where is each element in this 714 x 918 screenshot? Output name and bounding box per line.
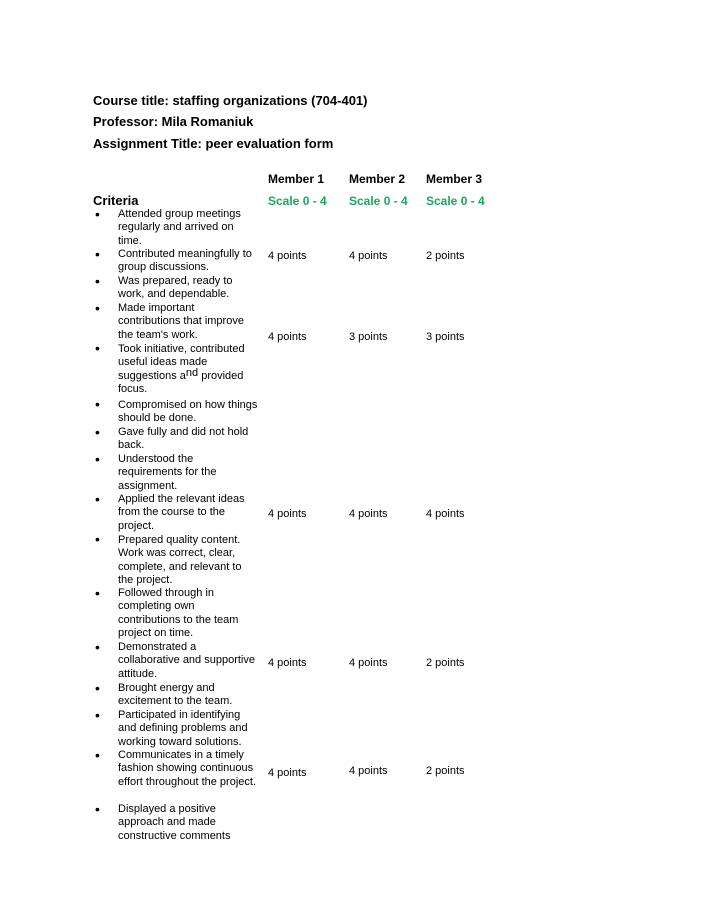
bullet-icon: • [95,451,100,467]
bullet-icon: • [95,340,100,356]
criterion-item [118,343,258,397]
criterion-item: Contributed meaningfully to group discussions. [118,248,252,274]
member-3-score: 2 points [426,250,465,262]
criterion-item: Followed through in completing own contributions to the team project on time. [118,587,239,640]
bullet-icon: • [95,246,100,262]
member-1-score: 4 points [268,331,307,343]
bullet-icon: • [95,491,100,507]
bullet-icon: • [95,707,100,723]
criterion-text-part: provided focus. [118,369,244,396]
criterion-item: Brought energy and excitement to the team. [118,682,233,708]
criterion-item: Communicates in a timely fashion showing continuous effort throughout the project. [118,749,256,788]
member-1-score: 4 points [268,767,307,779]
criterion-item: Prepared quality content. Work was correct, clear, complete, and relevant to the project. [118,534,242,587]
member-3-score: 3 points [426,331,465,343]
member-3-scale: Scale 0 - 4 [426,194,485,208]
bullet-icon: • [95,639,100,655]
criterion-item: Understood the requirements for the assignment. [118,453,217,492]
bullet-icon: • [95,300,100,316]
bullet-icon: • [95,747,100,763]
member-2-score: 4 points [349,657,388,669]
bullet-icon: • [95,531,100,547]
member-2-score: 4 points [349,765,388,777]
member-1-score: 4 points [268,250,307,262]
criterion-item: Was prepared, ready to work, and dependable. [118,275,233,301]
member-2-score: 4 points [349,508,388,520]
member-2-heading: Member 2 [349,172,406,186]
member-1-score: 4 points [268,657,307,669]
course-title: Course title: staffing organizations (704-401) [93,93,368,108]
criterion-item: Made important contributions that improve the team's work. [118,302,244,341]
member-3-score: 4 points [426,508,465,520]
criterion-text-part: Took initiative, contributed useful ideas made suggestions a [118,343,245,382]
bullet-icon: • [95,396,100,412]
assignment-title: Assignment Title: peer evaluation form [93,136,334,151]
bullet-icon: • [95,680,100,696]
criterion-item: Applied the relevant ideas from the course to the project. [118,493,245,532]
criterion-item: Compromised on how things should be done. [118,399,258,425]
bullet-icon: • [95,424,100,440]
bullet-icon: • [95,585,100,601]
member-2-score: 3 points [349,331,388,343]
bullet-icon: • [95,273,100,289]
member-3-score: 2 points [426,657,465,669]
member-1-score: 4 points [268,508,307,520]
criterion-superscript: nd [185,366,199,379]
member-1-heading: Member 1 [268,172,325,186]
bullet-icon: • [95,801,100,817]
member-1-scale: Scale 0 - 4 [268,194,327,208]
criterion-item: Demonstrated a collaborative and supportive attitude. [118,641,255,680]
criterion-item: Attended group meetings regularly and arrived on time. [118,208,241,247]
criterion-item: Participated in identifying and defining problems and working toward solutions. [118,709,248,748]
member-3-heading: Member 3 [426,172,483,186]
member-2-score: 4 points [349,250,388,262]
criterion-item: Displayed a positive approach and made constructive comments [118,803,231,842]
bullet-icon: • [95,206,100,222]
criteria-heading: Criteria [93,193,139,208]
criterion-item: Gave fully and did not hold back. [118,426,249,452]
member-2-scale: Scale 0 - 4 [349,194,408,208]
professor-name: Professor: Mila Romaniuk [93,114,254,129]
member-3-score: 2 points [426,765,465,777]
